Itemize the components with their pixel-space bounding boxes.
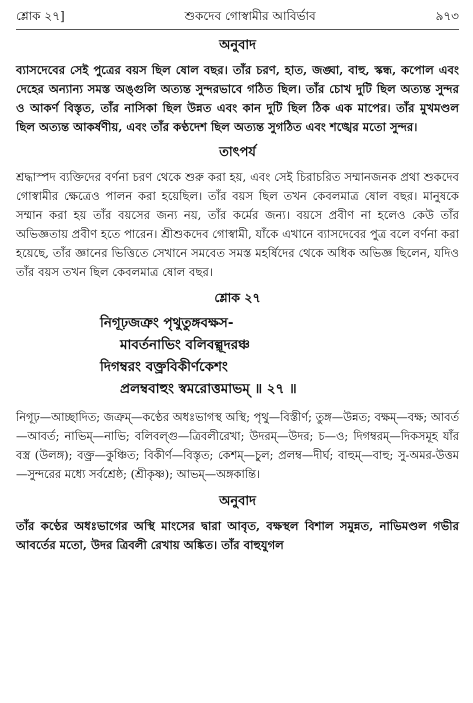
translation-heading: অনুবাদ — [219, 38, 256, 53]
verse-line-1: নিগূঢ়জত্রুং পৃথুতুঙ্গবক্ষস- — [100, 315, 234, 331]
verse-line-4: প্রলম্ববাহুং স্বমরোত্তমাভম্ ॥ ২৭ ॥ — [120, 381, 297, 397]
synonyms-paragraph: নিগূঢ়—আচ্ছাদিত; জত্রুম্—কণ্ঠের অধঃভাগস্থ অস্থি; পৃথু—বিস্তীর্ণ; তুঙ্গ—উন্নত; বক্ষম্—বক্ষ; আবর্ত—আবর্ত; নাভিম্—নাভি; বলিবল্গু—ত্রিবলীরেখা; উদরম্—উদর; চ—ও; দিগম্বরম্—দিকসমূহ যাঁর বস্ত্র (উলঙ্গ); বক্ত্র—কুঞ্চিত; বিকীর্ণ—বিস্তৃত; কেশম্—চুল; প্রলম্ব—দীর্ঘ; বাহুম্—বাহু; সু-অমর-উত্তম—সুন্দরের মধ্যে সর্বশ্রেষ্ঠ; (শ্রীকৃষ্ণ); আভম্—অঙ্গকান্তি। — [16, 410, 459, 481]
verse-line-3: দিগম্বরং বক্ত্রবিকীর্ণকেশং — [100, 359, 228, 375]
verse-reference: শ্লোক ২৭] — [16, 9, 65, 23]
purport-paragraph: শ্রদ্ধাস্পদ ব্যক্তিদের বর্ণনা চরণ থেকে শুরু করা হয়, এবং সেই চিরাচরিত সম্মানজনক প্রথা শুকদেব গোস্বামীর ক্ষেত্রেও পালন করা হয়েছিল। তাঁর বয়স ছিল তখন কেবলমাত্র ষোল বছর। মানুষকে সম্মান করা হয় তাঁর বয়সের জন্য নয়, তাঁর কর্মের জন্য। বয়সে প্রবীণ না হলেও কেউ তাঁর অভিজ্ঞতায় প্রবীণ হতে পারেন। শ্রীশুকদেব গোস্বামী, যাঁকে এখানে ব্যাসদেবের পুত্র বলে বর্ণনা করা হয়েছে, তাঁর জ্ঞানের ভিত্তিতে সেখানে সমবেত সমস্ত মহর্ষিদের থেকে অধিক অভিজ্ঞ ছিলেন, যদিও তাঁর বয়স তখন ছিল কেবলমাত্র ষোল বছর। — [16, 170, 459, 279]
sanskrit-verse — [16, 312, 459, 400]
translation2-paragraph: তাঁর কণ্ঠের অধঃভাগের অস্থি মাংসের দ্বারা আবৃত, বক্ষস্থল বিশাল সমুন্নত, নাভিমণ্ডল গভীর আবর্তের মতো, উদর ত্রিবলী রেখায় অঙ্কিত। তাঁর বাহুযুগল — [16, 519, 459, 552]
verse-line-2: মাবর্তনাভিং বলিবল্গূদরঞ্চ — [120, 337, 250, 353]
page-number: ৯৭৩ — [435, 9, 459, 23]
page-header — [16, 0, 459, 30]
verse-label: শ্লোক ২৭ — [214, 290, 261, 305]
translation-paragraph: ব্যাসদেবের সেই পুত্রের বয়স ছিল ষোল বছর। তাঁর চরণ, হাত, জঙ্ঘা, বাহু, স্কন্ধ, কপোল এবং দেহের অন্যান্য সমস্ত অঙ্গুলি অত্যন্ত সুন্দরভাবে গঠিত ছিল। তাঁর চোখ দুটি ছিল অত্যন্ত সুন্দর ও আকর্ণ বিস্তৃত, তাঁর নাসিকা ছিল উন্নত এবং কান দুটি ছিল ঠিক এক মাপের। তাঁর মুখমণ্ডল ছিল অত্যন্ত আকর্ষণীয়, এবং তাঁর কণ্ঠদেশ ছিল অত্যন্ত সুগঠিত এবং শঙ্খের মতো সুন্দর। — [16, 63, 459, 134]
translation2-heading: অনুবাদ — [219, 494, 256, 509]
purport-heading: তাৎপর্য — [219, 145, 256, 160]
chapter-title: শুকদেব গোস্বামীর আবির্ভাব — [184, 9, 316, 23]
